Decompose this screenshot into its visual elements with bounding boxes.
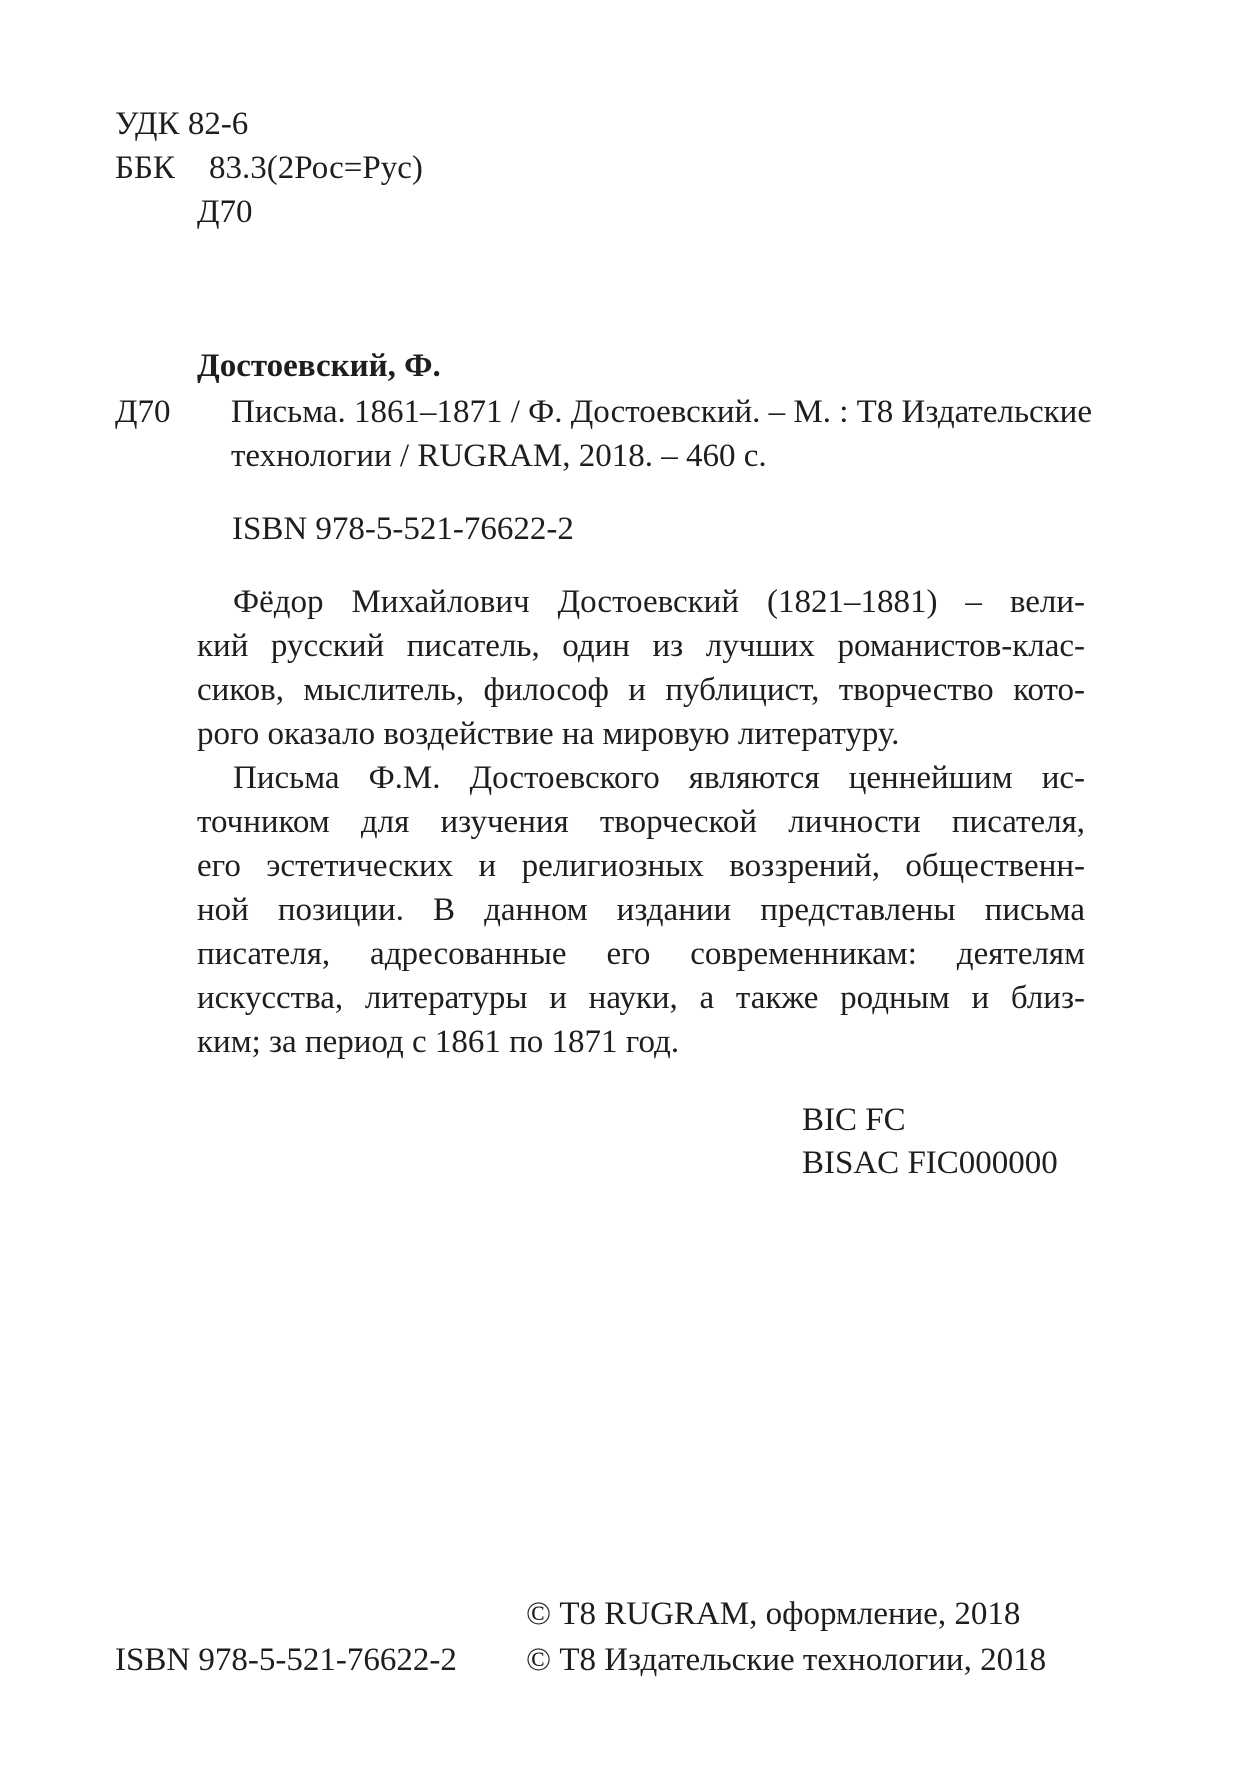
cutter-number-entry: Д70 [115,394,171,430]
bisac-code: BISAC FIC000000 [802,1145,1058,1181]
copyright-publisher: © Т8 Издательские технологии, 2018 [526,1642,1047,1678]
bic-code: BIC FC [802,1102,906,1138]
annotation-p2-line-2: точником для изучения творческой личности писателя, [197,804,1085,840]
annotation-p2-line-6: искусства, литературы и науки, а также родным и близ- [197,980,1085,1016]
bbk-value: 83.3(2Рос=Рус) [209,150,423,186]
udk-label: УДК [115,106,180,142]
annotation-p2-line-3: его эстетических и религиозных воззрений, общественн- [197,848,1085,884]
bbk-line [115,148,423,188]
cutter-number-top: Д70 [197,194,253,230]
annotation-p1-line-1: Фёдор Михайлович Достоевский (1821–1881) – вели- [233,584,1085,620]
author-heading: Достоевский, Ф. [197,348,441,384]
udk-line [115,104,248,144]
bbk-label: ББК [115,150,175,186]
annotation-p1-line-2: кий русский писатель, один из лучших романистов-клас- [197,628,1085,664]
annotation-p1-line-4: рого оказало воздействие на мировую литературу. [197,716,900,752]
isbn-entry: ISBN 978-5-521-76622-2 [232,511,574,547]
udk-value: 82-6 [187,106,249,142]
isbn-footer: ISBN 978-5-521-76622-2 [115,1642,457,1678]
copyright-design: © Т8 RUGRAM, оформление, 2018 [526,1596,1021,1632]
annotation-p2-line-1: Письма Ф.М. Достоевского являются ценнейшим ис- [233,760,1085,796]
annotation-p2-line-7: ким; за период с 1861 по 1871 год. [197,1024,680,1060]
annotation-p1-line-3: сиков, мыслитель, философ и публицист, творчество кото- [197,672,1085,708]
annotation-p2-line-5: писателя, адресованные его современникам: деятелям [197,936,1085,972]
bibliographic-line-2: технологии / RUGRAM, 2018. – 460 с. [231,438,767,474]
annotation-p2-line-4: ной позиции. В данном издании представлены письма [197,892,1085,928]
bibliographic-line-1: Письма. 1861–1871 / Ф. Достоевский. – М. : Т8 Издательские [231,394,1092,430]
